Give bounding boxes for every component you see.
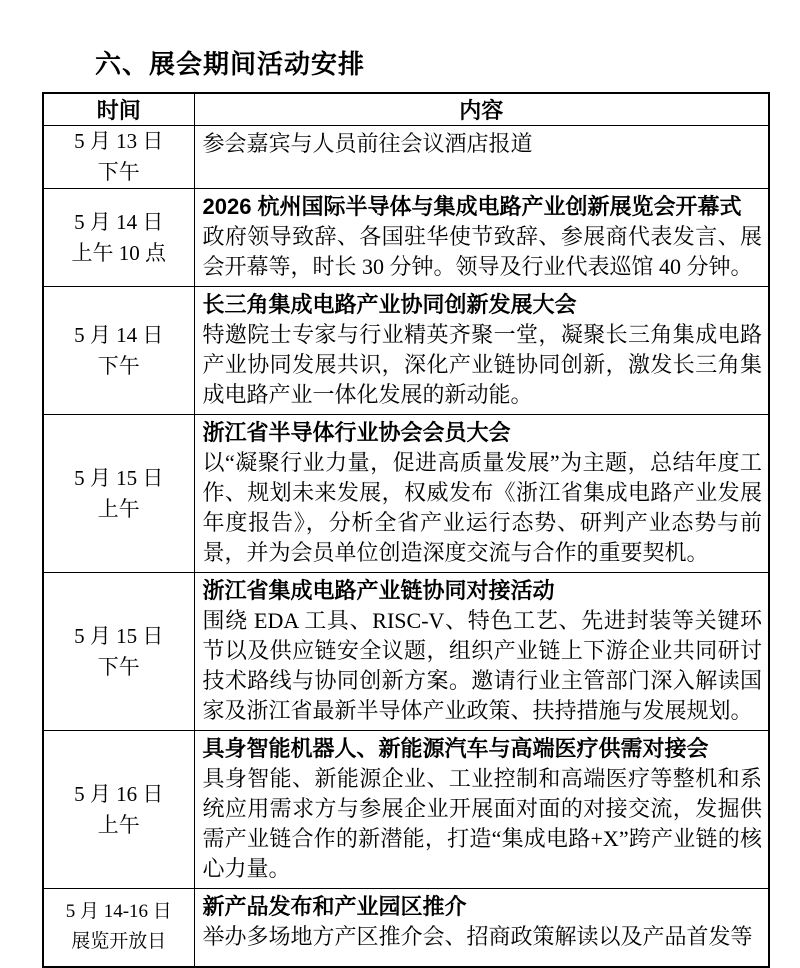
table-row: [43, 189, 769, 287]
table-row: [43, 287, 769, 415]
time-date: 5 月 13 日: [74, 129, 164, 153]
time-cell: [43, 126, 194, 189]
time-date: 5 月 15 日: [74, 465, 164, 490]
time-date: 5 月 16 日: [74, 781, 164, 806]
time-cell: [43, 415, 194, 573]
content-cell: [194, 415, 769, 573]
time-date: 5 月 14-16 日: [65, 901, 172, 923]
table-header-row: [43, 93, 769, 126]
time-cell: [43, 889, 194, 967]
event-title: 新产品发布和产业园区推介: [202, 894, 467, 919]
time-date: 5 月 14 日: [74, 209, 164, 234]
content-cell: [194, 126, 769, 189]
time-period: 展览开放日: [71, 931, 167, 953]
time-date: 5 月 14 日: [74, 322, 164, 347]
time-period: 下午: [97, 353, 140, 378]
time-cell: [43, 287, 194, 415]
event-description: 围绕 EDA 工具、RISC-V、特色工艺、先进封装等关键环节以及供应链安全议题，组织产业链上下游企业共同研讨技术路线与协同创新方案。邀请行业主管部门深入解读国家及浙江省最新半导体产业政策、扶持措施与发展规划。: [202, 608, 762, 723]
time-period: 下午: [97, 160, 140, 184]
page-title: 六、展会期间活动安排: [95, 49, 366, 79]
event-title: 浙江省半导体行业协会会员大会: [202, 420, 511, 445]
column-header-time: 时间: [43, 93, 194, 126]
time-cell: [43, 189, 194, 287]
event-description: 政府领导致辞、各国驻华使节致辞、参展商代表发言、展会开幕等，时长 30 分钟。领导及行业代表巡馆 40 分钟。: [202, 224, 762, 279]
content-cell: [194, 573, 769, 731]
content-cell: [194, 731, 769, 889]
table-row: [43, 573, 769, 731]
table-row: [43, 415, 769, 573]
content-cell: [194, 287, 769, 415]
time-period: 上午: [97, 812, 140, 837]
time-cell: [43, 573, 194, 731]
event-description: 具身智能、新能源企业、工业控制和高端医疗等整机和系统应用需求方与参展企业开展面对面的对接交流，发掘供需产业链合作的新潜能，打造“集成电路+X”跨产业链的核心力量。: [202, 766, 762, 881]
event-title: 浙江省集成电路产业链协同对接活动: [202, 578, 555, 603]
event-title: 具身智能机器人、新能源汽车与高端医疗供需对接会: [202, 736, 709, 761]
event-title: 2026 杭州国际半导体与集成电路产业创新展览会开幕式: [202, 194, 742, 219]
table-row: [43, 126, 769, 189]
event-description: 特邀院士专家与行业精英齐聚一堂，凝聚长三角集成电路产业协同发展共识，深化产业链协同创新，激发长三角集成电路产业一体化发展的新动能。: [202, 322, 762, 407]
schedule-table: [42, 92, 770, 968]
time-cell: [43, 731, 194, 889]
time-period: 上午: [97, 496, 140, 521]
column-header-content: 内容: [194, 93, 769, 126]
time-period: 下午: [97, 654, 140, 679]
event-description: 以“凝聚行业力量，促进高质量发展”为主题，总结年度工作、规划未来发展，权威发布《浙江省集成电路产业发展年度报告》，分析全省产业运行态势、研判产业态势与前景，并为会员单位创造深度交流与合作的重要契机。: [202, 450, 762, 565]
table-row: [43, 731, 769, 889]
time-date: 5 月 15 日: [74, 623, 164, 648]
event-title: 长三角集成电路产业协同创新发展大会: [202, 292, 577, 317]
content-cell: [194, 889, 769, 967]
content-cell: [194, 189, 769, 287]
time-period: 上午 10 点: [71, 240, 166, 265]
table-row: [43, 889, 769, 967]
event-description: 参会嘉宾与人员前往会议酒店报道: [202, 131, 533, 156]
event-description: 举办多场地方产区推介会、招商政策解读以及产品首发等: [202, 924, 753, 949]
